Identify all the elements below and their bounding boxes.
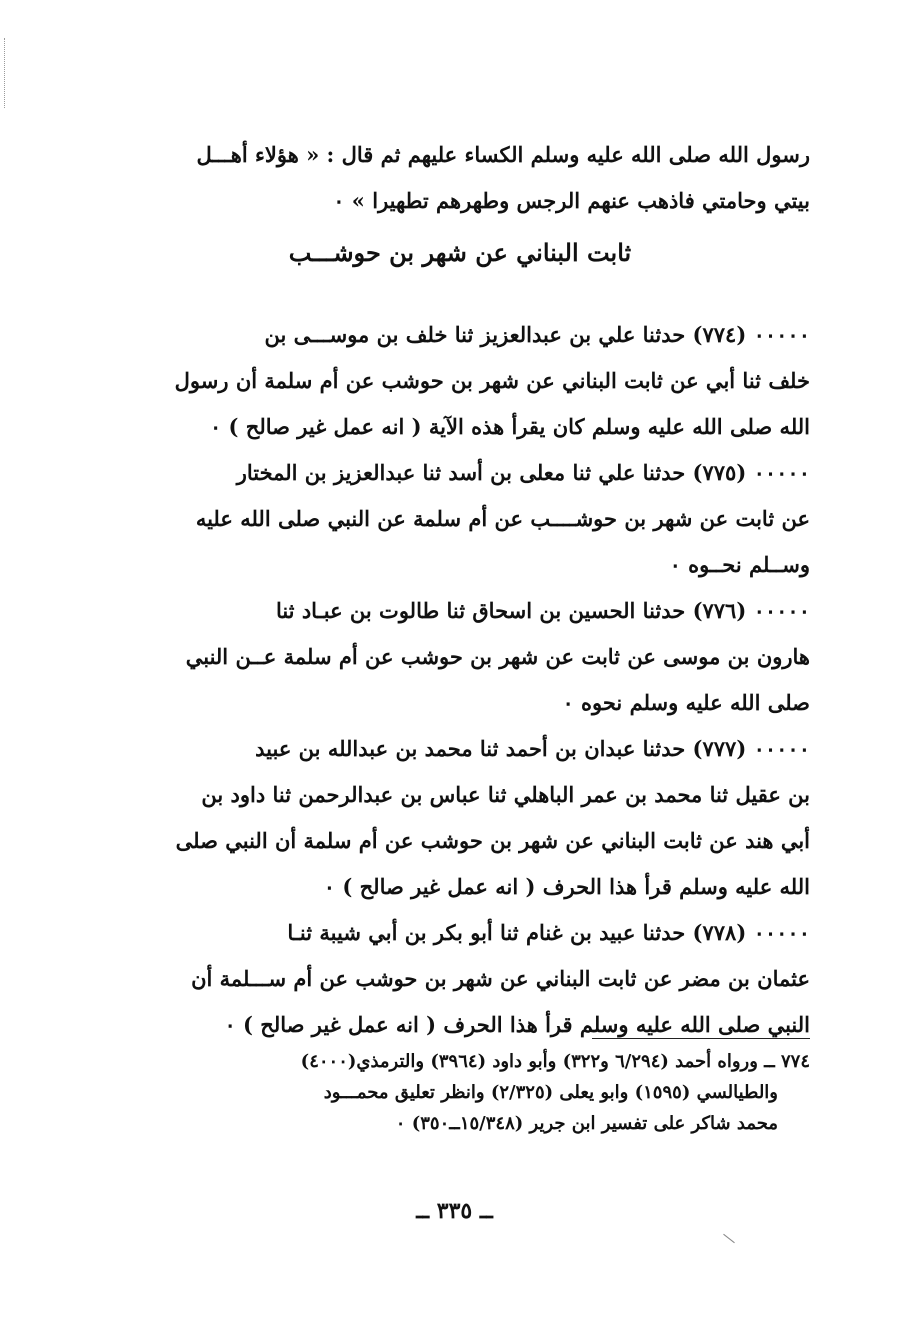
footnote-line: ٧٧٤ ــ ورواه أحمد (٦/٢٩٤ و٣٢٢) وأبو داود (٣٩٦٤) والترمذي(٤٠٠٠) — [300, 1051, 810, 1072]
entry-line: عثمان بن مضر عن ثابت البناني عن شهر بن حوشب عن أم ســـلمة أن — [191, 966, 810, 991]
scan-edge-marks — [4, 38, 7, 108]
entry-line: ٠٠٠٠٠ (٧٧٥) حدثنا علي ثنا معلى بن أسد ثنا عبدالعزيز بن المختار — [236, 460, 810, 485]
entry-line: الله عليه وسلم قرأ هذا الحرف ( انه عمل غير صالح ) ٠ — [323, 874, 810, 899]
hadith-entry-776 — [110, 588, 810, 726]
entry-line: بن عقيل ثنا محمد بن عمر الباهلي ثنا عباس بن عبدالرحمن ثنا داود بن — [201, 782, 810, 807]
hadith-entries — [110, 312, 810, 1048]
entry-line: وســلم نحــوه ٠ — [669, 552, 810, 577]
entry-line: عن ثابت عن شهر بن حوشــــب عن أم سلمة عن النبي صلى الله عليه — [195, 506, 810, 531]
hadith-entry-775 — [110, 450, 810, 588]
section-heading: ثابت البناني عن شهر بن حوشـــب — [288, 238, 632, 267]
footnote-divider — [592, 1038, 810, 1039]
page-number: ــ ٣٣٥ ــ — [416, 1198, 493, 1224]
entry-line: ٠٠٠٠٠ (٧٧٦) حدثنا الحسين بن اسحاق ثنا طالوت بن عبـاد ثنا — [275, 598, 810, 623]
entry-line: هارون بن موسى عن ثابت عن شهر بن حوشب عن أم سلمة عــن النبي — [185, 644, 810, 669]
hadith-entry-774 — [110, 312, 810, 450]
footnote-line: محمد شاكر على تفسير ابن جرير (١٥/٣٤٨ــ٣٥٠) ٠ — [395, 1113, 778, 1134]
entry-line: النبي صلى الله عليه وسلم قرأ هذا الحرف ( انه عمل غير صالح ) ٠ — [224, 1012, 810, 1037]
entry-line: الله صلى الله عليه وسلم كان يقرأ هذه الآية ( انه عمل غير صالح ) ٠ — [209, 414, 810, 439]
footnote — [110, 1046, 810, 1139]
intro-line: رسول الله صلى الله عليه وسلم الكساء عليهم ثم قال : « هؤلاء أهـــل — [196, 142, 810, 167]
entry-line: ٠٠٠٠٠ (٧٧٧) حدثنا عبدان بن أحمد ثنا محمد بن عبدالله بن عبيد — [255, 736, 810, 761]
footnote-line: والطيالسي (١٥٩٥) وابو يعلى (٢/٣٢٥) وانظر تعليق محمـــود — [323, 1082, 778, 1103]
scan-artifact-mark — [723, 1234, 735, 1243]
hadith-entry-778 — [110, 910, 810, 1048]
entry-line: صلى الله عليه وسلم نحوه ٠ — [562, 690, 810, 715]
intro-line: بيتي وحامتي فاذهب عنهم الرجس وطهرهم تطهيرا » ٠ — [333, 188, 810, 213]
entry-line: خلف ثنا أبي عن ثابت البناني عن شهر بن حوشب عن أم سلمة أن رسول — [174, 368, 810, 393]
intro-paragraph — [110, 132, 810, 224]
entry-line: أبي هند عن ثابت البناني عن شهر بن حوشب عن أم سلمة أن النبي صلى — [175, 828, 810, 853]
entry-line: ٠٠٠٠٠ (٧٧٤) حدثنا علي بن عبدالعزيز ثنا خلف بن موســـى بن — [264, 322, 810, 347]
hadith-entry-777 — [110, 726, 810, 910]
entry-line: ٠٠٠٠٠ (٧٧٨) حدثنا عبيد بن غنام ثنا أبو بكر بن أبي شيبة ثنـا — [287, 920, 810, 945]
